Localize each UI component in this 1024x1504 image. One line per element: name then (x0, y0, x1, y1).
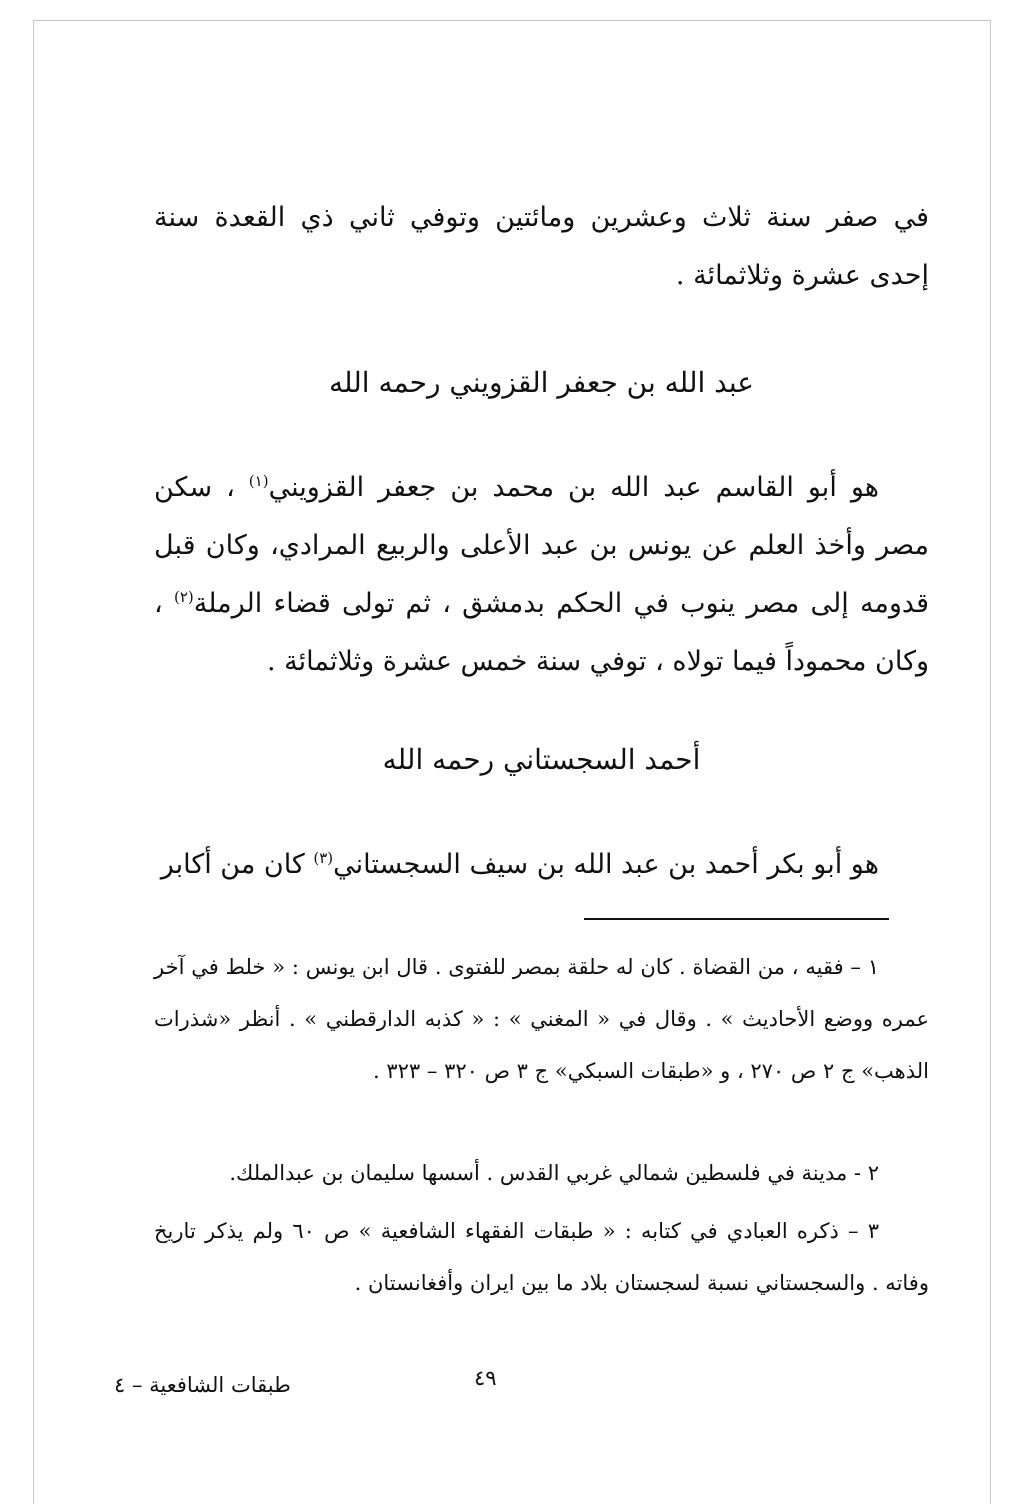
entry-text: هو أبو بكر أحمد بن عبد الله بن سيف السجستاني (333, 849, 879, 880)
entry-text: ، وكان محموداً فيما تولاه ، توفي سنة خمس عشرة وثلاثمائة . (154, 588, 929, 677)
previous-entry-ending (154, 189, 929, 305)
entry-text: كان من أكابر (160, 849, 314, 880)
previous-entry-text: في صفر سنة ثلاث وعشرين ومائتين وتوفي ثاني ذي القعدة سنة إحدى عشرة وثلاثمائة . (154, 202, 929, 291)
footnote-divider (584, 918, 889, 920)
footnote-1 (154, 941, 929, 1097)
footnote-ref-2[interactable]: (٢) (173, 588, 194, 606)
footnote-text: ١ – فقيه ، من القضاة . كان له حلقة بمصر للفتوى . قال ابن يونس : « خلط في آخر عمره ووضع الأحاديث » . وقال في « المغني » : « كذبه الدارقطني » . أنظر «شذرات الذهب» ج ٢ ص ٢٧٠ ، و «طبقات السبكي» ج ٣ ص ٣٢٠ – ٣٢٣ . (154, 955, 929, 1083)
running-title: طبقات الشافعية – ٤ (114, 1373, 291, 1397)
entry-body-sijistani (154, 836, 929, 894)
page (33, 20, 991, 1504)
footnote-text: ٣ – ذكره العبادي في كتابه : « طبقات الفقهاء الشافعية » ص ٦٠ ولم يذكر تاريخ وفاته . والسجستاني نسبة لسجستان بلاد ما بين ايران وأفغانستان . (154, 1219, 929, 1295)
footnote-ref-3[interactable]: (٣) (313, 849, 334, 867)
entry-text: هو أبو القاسم عبد الله بن محمد بن جعفر القزويني (268, 472, 879, 503)
page-number: ٤٩ (474, 1366, 497, 1390)
entry-text: ، سكن مصر وأخذ العلم عن يونس بن عبد الأعلى والربيع المرادي، وكان قبل قدومه إلى مصر ينوب في الحكم بدمشق ، ثم تولى قضاء الرملة (154, 472, 930, 619)
footnote-2 (154, 1147, 929, 1199)
footnote-text: ٢ - مدينة في فلسطين شمالي غربي القدس . أسسها سليمان بن عبدالملك. (229, 1161, 879, 1185)
entry-heading-qazwini: عبد الله بن جعفر القزويني رحمه الله (328, 366, 755, 399)
entry-heading-sijistani: أحمد السجستاني رحمه الله (382, 743, 701, 776)
footnote-ref-1[interactable]: (١) (248, 472, 269, 490)
entry-body-qazwini (154, 459, 929, 691)
footnote-3 (154, 1205, 929, 1309)
